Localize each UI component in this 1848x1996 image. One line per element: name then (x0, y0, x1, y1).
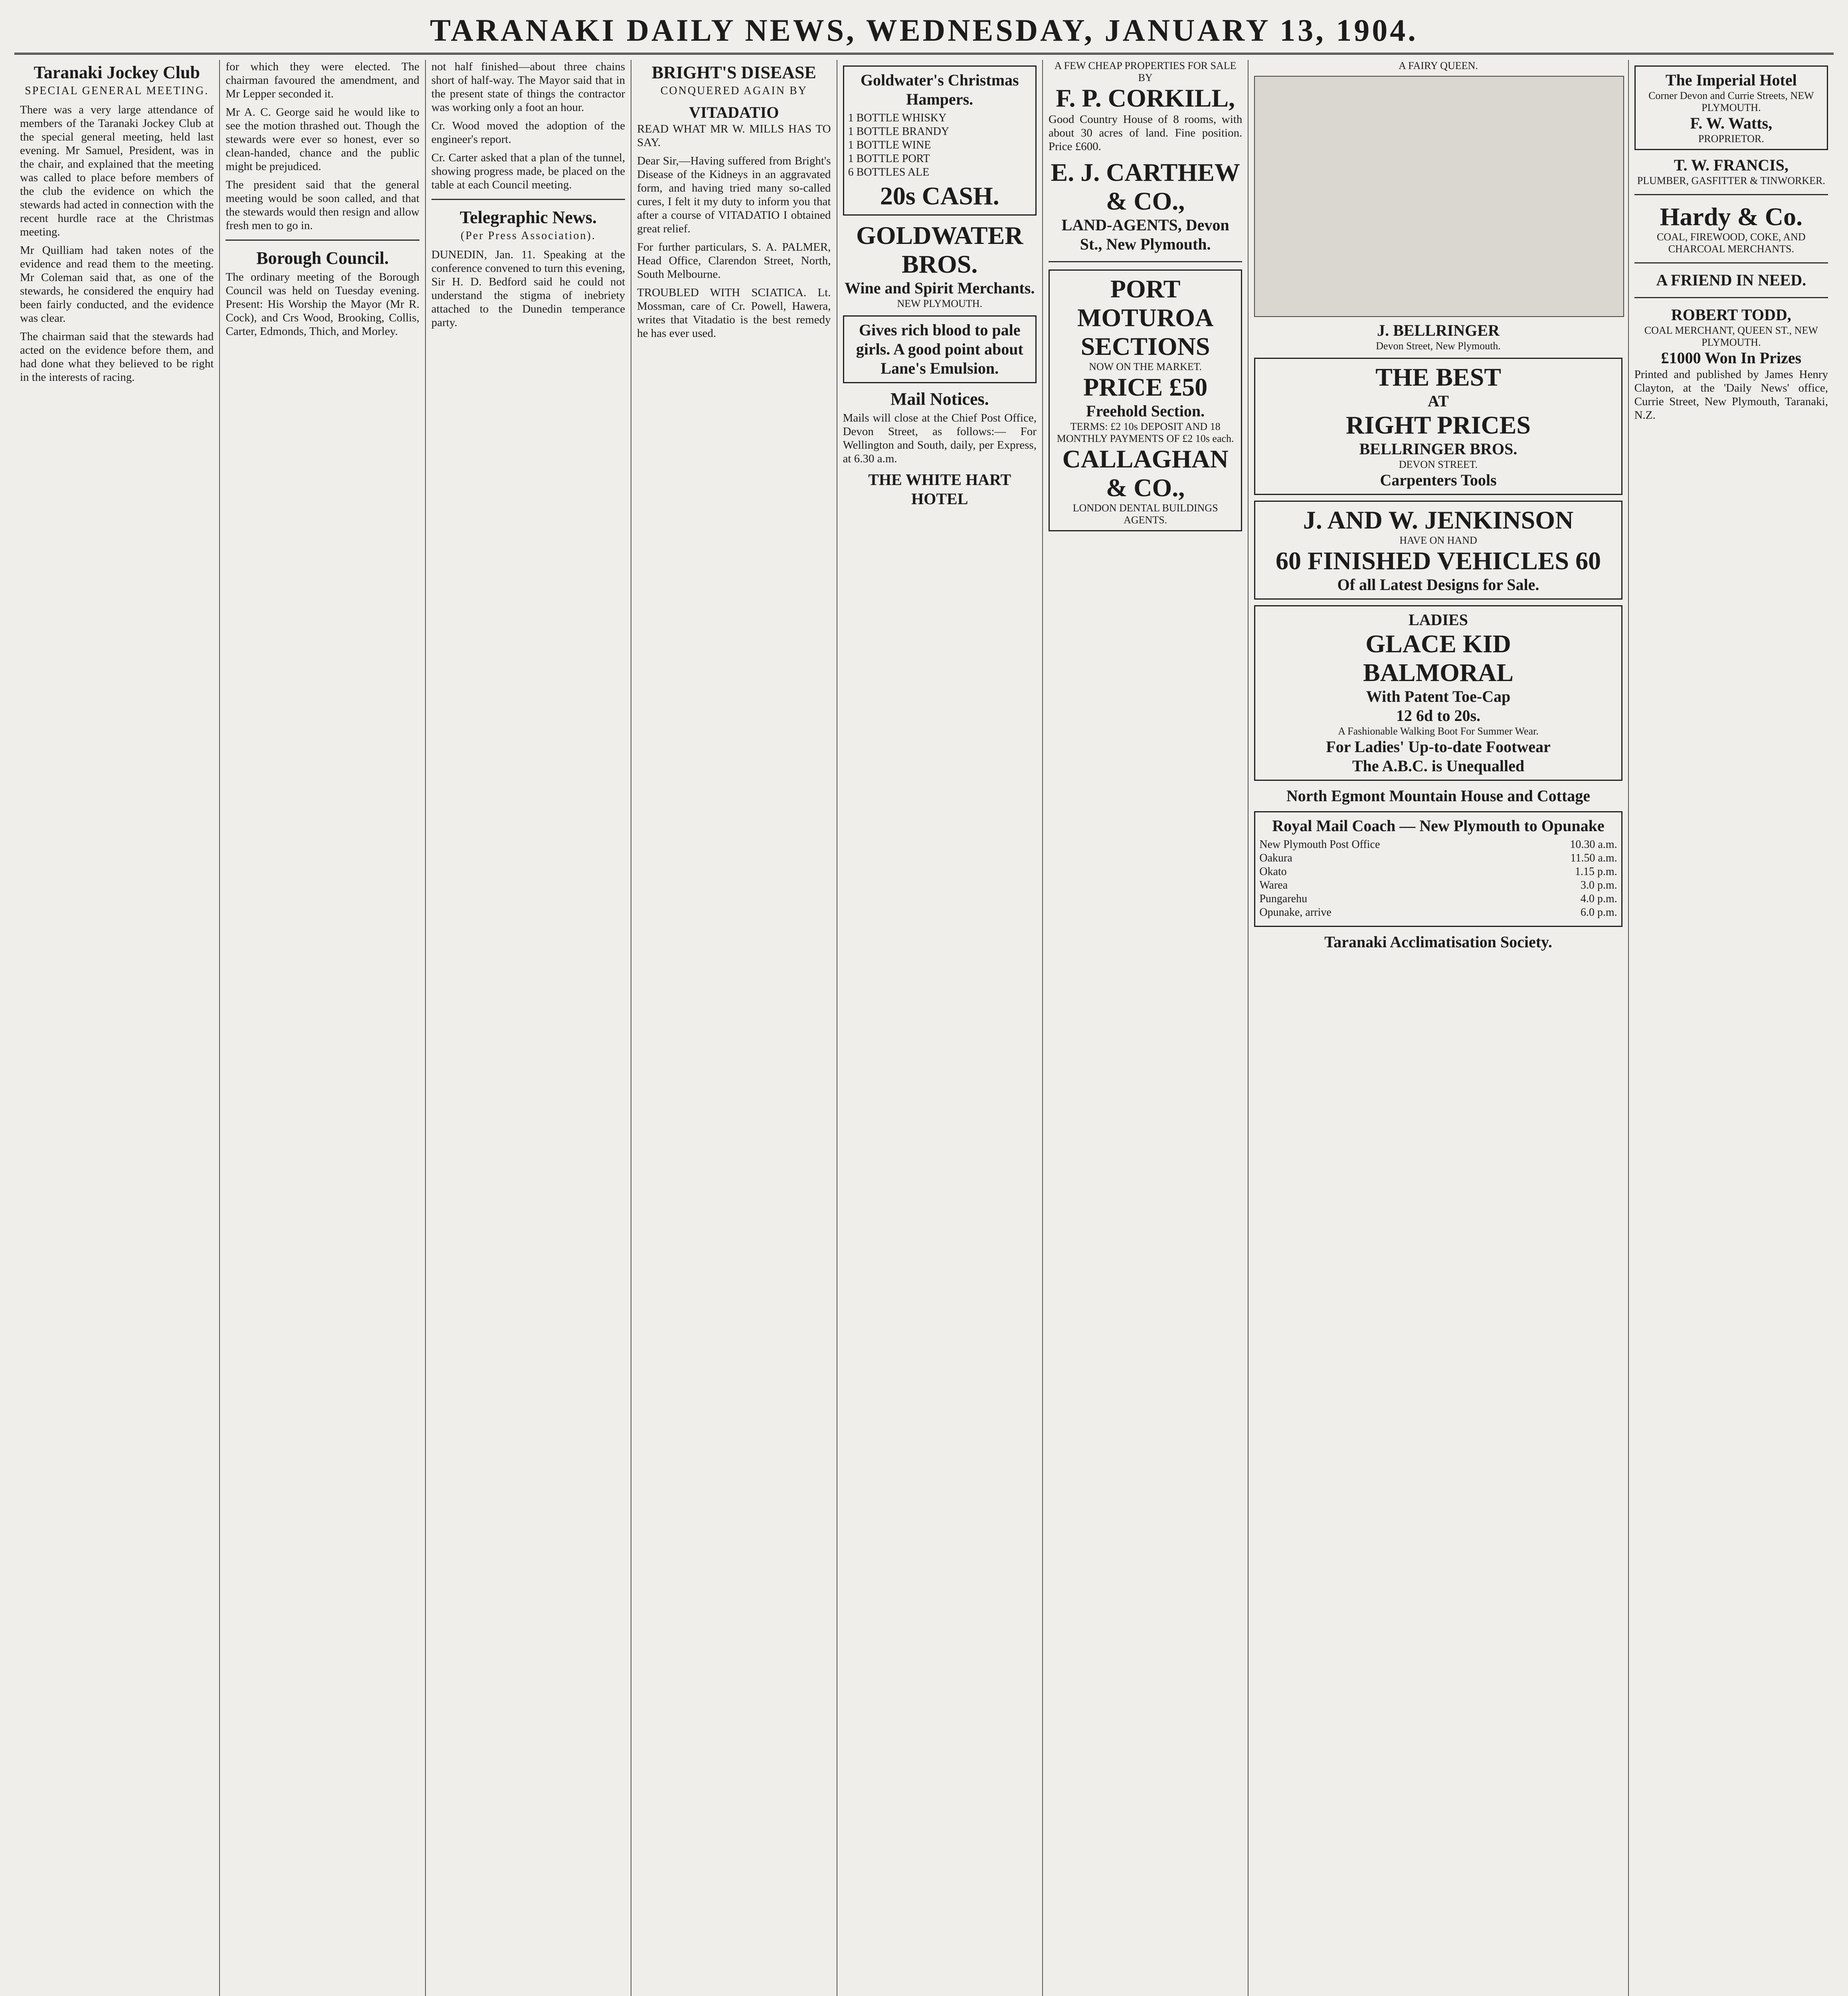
bellringer-name: J. BELLRINGER (1377, 321, 1500, 339)
fairy-illustration (1254, 76, 1624, 317)
divider (1634, 297, 1828, 298)
article-paragraph: Mr Quilliam had taken notes of the evidence and read them to the meeting. Mr Coleman said that, as one of the stewards, he considered the enquiry had been fairly conducted, and the evidence was clear. (20, 244, 214, 325)
coach-stop: Oakura 11.50 a.m. (1259, 852, 1617, 864)
sciatica-paragraph: TROUBLED WITH SCIATICA. Lt. Mossman, care of Cr. Powell, Hawera, writes that Vitadatio is the best remedy he has ever used. (637, 286, 831, 340)
vitadatio-brand: VITADATIO (689, 103, 779, 121)
article-paragraph: Mr A. C. George said he would like to see the motion thrashed out. Though the stewards were ever so honest, ever so clean-handed, chance and the public might be prejudiced. (226, 106, 419, 173)
jenkinson-name: J. AND W. JENKINSON (1303, 506, 1574, 534)
glace-kid: GLACE KID (1365, 630, 1511, 658)
abc-unequalled: The A.B.C. is Unequalled (1352, 757, 1525, 775)
ad-paragraph: READ WHAT MR W. MILLS HAS TO SAY. (637, 123, 831, 149)
article-paragraph: not half finished—about three chains short of half-way. The Mayor said that in the present state of things the contractor was working only a foot an hour. (431, 60, 625, 114)
article-paragraph: Cr. Wood moved the adoption of the engineer's report. (431, 119, 625, 146)
ad-paragraph: Dear Sir,—Having suffered from Bright's Disease of the Kidneys in an aggravated form, and having tried many so-called cures, I felt it my duty to inform you that after a course of VITADATIO I obtained great relief. (637, 154, 831, 235)
column-8 (1629, 60, 1834, 1996)
jockey-club-headline: Taranaki Jockey Club (34, 63, 200, 82)
acclimatisation-society: Taranaki Acclimatisation Society. (1324, 933, 1552, 951)
finished-vehicles: 60 FINISHED VEHICLES 60 (1275, 547, 1601, 575)
coach-stops (1259, 838, 1617, 919)
hardy-name: Hardy & Co. (1660, 202, 1802, 231)
hamper-item: 1 BOTTLE WHISKY (848, 112, 947, 124)
article-paragraph: There was a very large attendance of members of the Taranaki Jockey Club at the special general meeting, held last evening. Mr Samuel, President, was in the chair, and explained that the meeting was called to place before members of the club the evidence on which the stewards had acted in connection with the recent hurdle race at the Christmas meeting. (20, 103, 214, 238)
boot-prices: 12 6d to 20s. (1396, 707, 1481, 725)
imperial-hotel: The Imperial Hotel (1665, 71, 1797, 89)
hampers-ad (843, 65, 1037, 216)
ladies-footwear: For Ladies' Up-to-date Footwear (1326, 738, 1551, 756)
prizes-headline: £1000 Won In Prizes (1661, 349, 1802, 367)
imprint: Printed and published by James Henry Clayton, at the 'Daily News' office, Currie Street, New Plymouth, Taranaki, N.Z. (1634, 368, 1828, 422)
article-paragraph: Cr. Carter asked that a plan of the tunnel, showing progress made, be placed on the table at each Council meeting. (431, 151, 625, 191)
goldwater-sub: Wine and Spirit Merchants. (845, 279, 1035, 297)
carthew-sub: LAND-AGENTS, Devon St., New Plymouth. (1061, 216, 1229, 253)
column-4 (631, 60, 837, 1996)
borough-council-headline: Borough Council. (256, 248, 389, 268)
mail-notices-headline: Mail Notices. (890, 389, 989, 409)
moturoa-sections: SECTIONS (1080, 332, 1210, 360)
hamper-item: 1 BOTTLE PORT (848, 152, 930, 165)
right-prices: RIGHT PRICES (1346, 411, 1531, 439)
moturoa-terms: TERMS: £2 10s DEPOSIT AND 18 MONTHLY PAYMENTS OF £2 10s each. (1057, 421, 1234, 444)
carthew-firm: E. J. CARTHEW & CO., (1051, 158, 1240, 215)
todd-sub: COAL MERCHANT, QUEEN ST., NEW PLYMOUTH. (1644, 325, 1818, 348)
article-paragraph: for which they were elected. The chairman favoured the amendment, and Mr Lepper seconded it. (226, 60, 419, 100)
divider (226, 240, 419, 241)
friend-in-need: A FRIEND IN NEED. (1656, 271, 1806, 289)
fairy-queen: A FAIRY QUEEN. (1399, 60, 1478, 71)
bellringer-sub: Devon Street, New Plymouth. (1376, 340, 1501, 352)
masthead: TARANAKI DAILY NEWS, WEDNESDAY, JANUARY 13, 1904. (14, 11, 1834, 55)
have-on-hand: HAVE ON HAND (1399, 535, 1477, 546)
coach-stop: Pungarehu 4.0 p.m. (1259, 893, 1617, 905)
walking-boot: A Fashionable Walking Boot For Summer Wear. (1338, 725, 1539, 737)
coach-stop: Opunake, arrive 6.0 p.m. (1259, 906, 1617, 919)
brights-disease-headline: BRIGHT'S DISEASE (651, 63, 816, 82)
article-paragraph: The chairman said that the stewards had acted on the evidence before them, and had done what they believed to be right in the interests of racing. (20, 330, 214, 384)
properties-paragraph: Good Country House of 8 rooms, with about 30 acres of land. Fine position. Price £600. (1048, 113, 1243, 153)
divider (1049, 261, 1242, 262)
callaghan-firm: CALLAGHAN & CO., (1062, 445, 1229, 502)
hardy-sub: COAL, FIREWOOD, COKE, AND CHARCOAL MERCHANTS. (1656, 231, 1806, 255)
balmoral-title: BALMORAL (1363, 658, 1514, 687)
callaghan-sub: LONDON DENTAL BUILDINGS AGENTS. (1072, 502, 1218, 526)
coach-timetable (1254, 811, 1622, 927)
hamper-items (848, 111, 1031, 179)
hamper-item: 1 BOTTLE WINE (848, 139, 931, 151)
telegraphic-sub: (Per Press Association). (461, 230, 596, 242)
column-7 (1248, 60, 1628, 1996)
mail-paragraph: Mails will close at the Chief Post Office, Devon Street, as follows:— For Wellington and South, daily, per Express, at 6.30 a.m. (843, 412, 1037, 465)
goldwater-firm: GOLDWATER BROS. (856, 221, 1023, 278)
hamper-price: 20s CASH. (880, 182, 999, 210)
telegraphic-paragraph: DUNEDIN, Jan. 11. Speaking at the conference convened to turn this evening, Sir H. D. Bedford said he could not understand the stigma of inebriety attached to the Dunedin temperance party. (431, 248, 625, 329)
carpenters-tools: Carpenters Tools (1380, 471, 1497, 489)
article-paragraph: The president said that the general meeting would be soon called, and that the stewards would then resign and allow fresh men to go in. (226, 178, 419, 232)
column-6 (1043, 60, 1248, 1996)
hamper-item: 6 BOTTLES ALE (848, 166, 930, 178)
council-paragraph: The ordinary meeting of the Borough Council was held on Tuesday evening. Present: His Worship the Mayor (Mr R. Cock), and Crs Wood, Brooking, Collis, Carter, Edmonds, Thich, and Morley. (226, 271, 419, 338)
ladies-label: LADIES (1408, 611, 1468, 629)
bros-sub: DEVON STREET. (1399, 459, 1478, 470)
moturoa-ad (1049, 269, 1242, 531)
imperial-hotel-sub: Corner Devon and Currie Streets, NEW PLYMOUTH. (1648, 90, 1814, 113)
emulsion-ad (843, 315, 1037, 383)
francis-name: T. W. FRANCIS, (1674, 156, 1789, 174)
divider (431, 199, 625, 200)
white-hart-hotel: THE WHITE HART HOTEL (868, 471, 1011, 508)
telegraphic-headline: Telegraphic News. (459, 208, 597, 227)
watts-sub: PROPRIETOR. (1698, 133, 1764, 145)
hamper-item: 1 BOTTLE BRANDY (848, 125, 950, 138)
ad-paragraph: For further particulars, S. A. PALMER, Head Office, Clarendon Street, North, South Melbourne. (637, 241, 831, 281)
coach-stop: Warea 3.0 p.m. (1259, 879, 1617, 891)
divider (1634, 262, 1828, 263)
divider (1634, 194, 1828, 195)
jenkinson-ad (1254, 501, 1622, 600)
at-text: AT (1428, 392, 1449, 410)
conquered-sub: CONQUERED AGAIN BY (660, 85, 807, 97)
latest-designs: Of all Latest Designs for Sale. (1337, 576, 1539, 594)
patent-toecap: With Patent Toe-Cap (1366, 687, 1511, 705)
emulsion-text: Gives rich blood to pale girls. A good point about Lane's Emulsion. (856, 321, 1023, 377)
francis-sub: PLUMBER, GASFITTER & TINWORKER. (1637, 175, 1825, 186)
the-best: THE BEST (1375, 363, 1501, 391)
coach-stop: Okato 1.15 p.m. (1259, 865, 1617, 878)
goldwater-town: NEW PLYMOUTH. (897, 298, 983, 309)
moturoa-title: PORT MOTUROA (1077, 275, 1214, 332)
column-5 (837, 60, 1043, 1996)
imperial-hotel-ad (1634, 65, 1828, 150)
moturoa-price: PRICE £50 (1083, 373, 1208, 401)
coach-title: Royal Mail Coach — New Plymouth to Opunake (1272, 817, 1605, 835)
moturoa-freehold: Freehold Section. (1086, 402, 1205, 420)
column-3 (426, 60, 631, 1996)
bellringer-bros: BELLRINGER BROS. (1359, 440, 1518, 458)
column-2 (220, 60, 425, 1996)
best-prices-ad (1254, 358, 1622, 495)
egmont-house: North Egmont Mountain House and Cottage (1286, 787, 1591, 805)
corkill-agent: F. P. CORKILL, (1056, 84, 1235, 112)
jockey-club-sub: SPECIAL GENERAL MEETING. (25, 85, 209, 97)
todd-name: ROBERT TODD, (1671, 306, 1791, 324)
hampers-headline: Goldwater's Christmas Hampers. (860, 71, 1019, 108)
balmoral-ad (1254, 605, 1622, 781)
columns (14, 60, 1834, 1996)
moturoa-market: NOW ON THE MARKET. (1089, 361, 1202, 372)
watts-name: F. W. Watts, (1690, 114, 1773, 132)
column-1 (14, 60, 220, 1996)
coach-stop: New Plymouth Post Office 10.30 a.m. (1259, 838, 1617, 851)
cheap-properties: A FEW CHEAP PROPERTIES FOR SALE BY (1054, 60, 1237, 83)
